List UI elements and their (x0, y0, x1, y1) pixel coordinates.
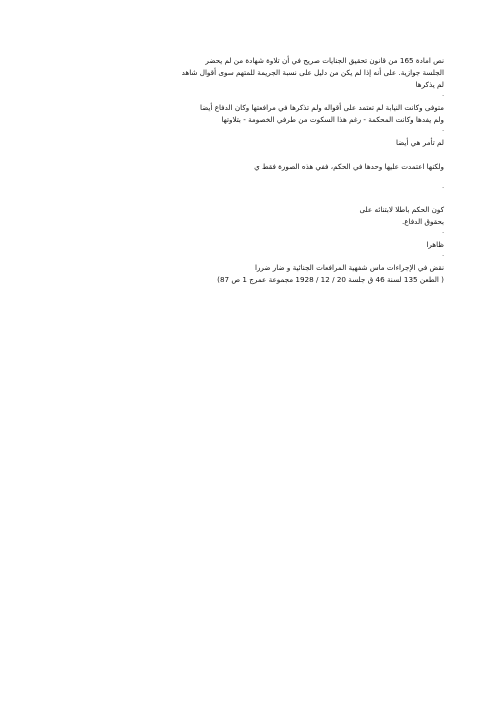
line-marker: . (442, 228, 444, 235)
line-marker: . (442, 91, 444, 98)
line-marker: . (442, 251, 444, 258)
text-line: لم يذكرها (415, 80, 444, 89)
document-body (174, 55, 444, 286)
text-line: ظاهرا (426, 240, 444, 249)
text-line: نقض في الإجراءات ماس شفهية المرافعات الجنائية و ضار ضررا (254, 263, 444, 272)
text-line: ولم يفدها وكانت المحكمة - رغم هذا السكوت من طرفي الخصومة - بتلاوتها (221, 115, 444, 124)
text-line: كون الحكم باطلا لابتنائه على (359, 205, 444, 214)
text-line: الجلسة جوازية. على أنه إذا لم يكن من دليل على نسبة الجريمة للمتهم سوى أقوال شاهد (181, 68, 444, 77)
text-line: ولكنها اعتمدت عليها وحدها في الحكم، ففي هذه الصورة فقط ي (254, 162, 444, 171)
citation-line: ( الطعن 135 لسنة 46 ق جلسة 20 / 12 / 1928 مجموعة عمرج 1 ص 87) (217, 275, 444, 284)
text-line: متوفى وكانت النيابة لم تعتمد على أقواله ولم تذكرها في مرافعتها وكان الدفاع أيضا (199, 103, 444, 112)
text-line: بحقوق الدفاع. (401, 217, 444, 226)
line-marker: . (442, 183, 444, 190)
line-marker: . (442, 126, 444, 133)
text-line: نص امادة 165 من قانون تحقيق الجنايات صريح في أن تلاوة شهادة من لم يحضر (205, 56, 444, 65)
text-line: لم تأمر هي أيضا (395, 138, 444, 147)
